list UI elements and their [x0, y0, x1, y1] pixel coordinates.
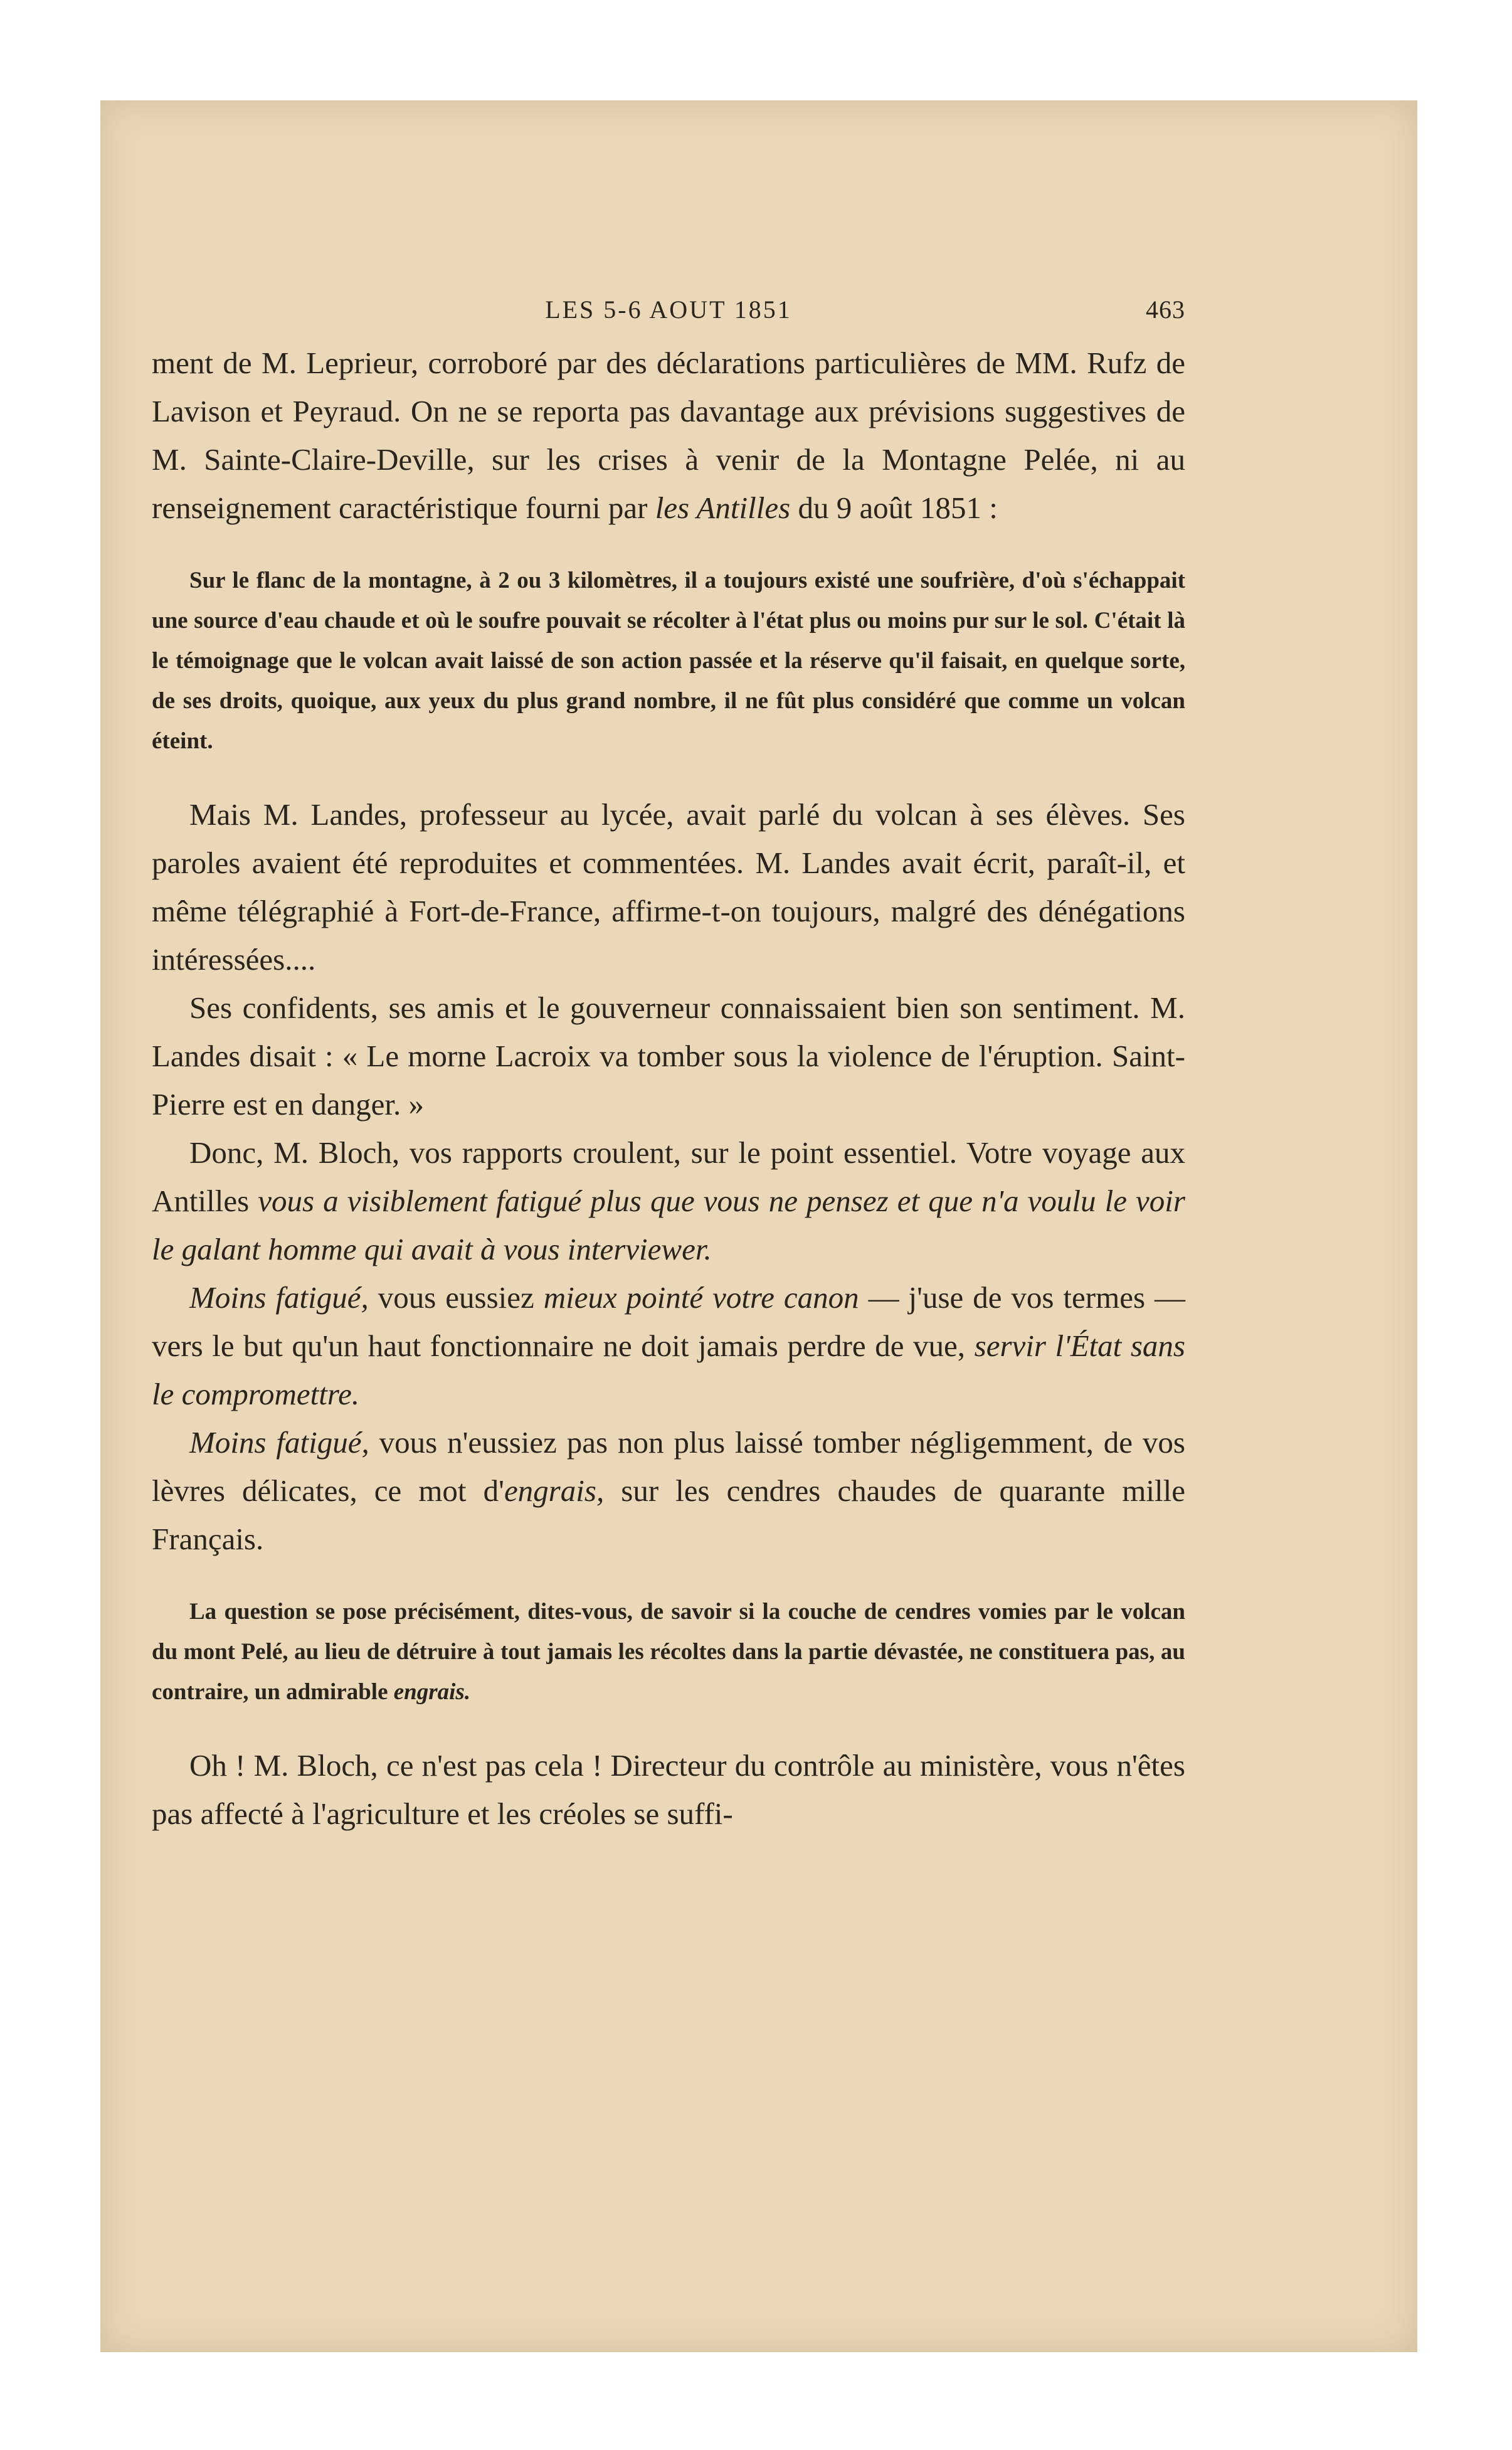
paragraph-1-text: ment de M. Leprieur, corroboré par des déclarations particulières de MM. Rufz de Lavison et Peyraud. On ne se reporta pas davantage aux prévisions suggestives de M. Sainte-Claire-Deville, sur les crises à venir de la Montagne Pelée, ni au renseignement caractéristique fourni par: [152, 346, 1185, 525]
paragraph-1: [152, 339, 1185, 532]
paragraph-5-text-1: vous eussiez: [368, 1280, 544, 1315]
paragraph-5-italic-start: Moins fatigué,: [189, 1280, 369, 1315]
paragraph-5: [152, 1273, 1185, 1418]
newspaper-title: les Antilles: [655, 491, 791, 525]
page-text: [152, 295, 1185, 1838]
block-quote-2-text: La question se pose précisément, dites-vous, de savoir si la couche de cendres vomies par le volcan du mont Pelé, au lieu de détruire à tout jamais les récoltes dans la partie dévastée, ne constituera pas, au contraire, un admirable: [152, 1599, 1185, 1705]
paragraph-5-italic-mid: mieux pointé votre canon: [543, 1280, 859, 1315]
paragraph-5-text-2: — j'use de vos termes — vers le but qu'un haut fonctionnaire ne doit jamais perdre de vue,: [152, 1280, 1185, 1363]
paragraph-4-text: Donc, M. Bloch, vos rapports croulent, sur le point essentiel. Votre voyage aux Antilles: [152, 1135, 1185, 1218]
block-quote-2: [152, 1592, 1185, 1712]
paragraph-1-end: du 9 août 1851 :: [790, 491, 998, 525]
block-quote-1: Sur le flanc de la montagne, à 2 ou 3 kilomètres, il a toujours existé une soufrière, d'où s'échappait une source d'eau chaude et où le soufre pouvait se récolter à l'état plus ou moins pur sur le sol. C'était là le témoignage que le volcan avait laissé de son action passée et la réserve qu'il faisait, en quelque sorte, de ses droits, quoique, aux yeux du plus grand nombre, il ne fût plus considéré que comme un volcan éteint.: [152, 568, 1185, 754]
paragraph-6-text-2: sur les cendres chaudes de quarante mille Français.: [152, 1473, 1185, 1556]
block-quote-2-italic: engrais.: [393, 1679, 471, 1705]
paragraph-7: Oh ! M. Bloch, ce n'est pas cela ! Directeur du contrôle au ministère, vous n'êtes pas affecté à l'agriculture et les créoles se suffi-: [152, 1748, 1185, 1831]
running-head: LES 5-6 AOUT 1851: [545, 295, 792, 324]
paragraph-6-italic-word: engrais,: [504, 1473, 605, 1508]
paragraph-3: Ses confidents, ses amis et le gouverneur connaissaient bien son sentiment. M. Landes disait : « Le morne Lacroix va tomber sous la violence de l'éruption. Saint-Pierre est en danger. »: [152, 990, 1185, 1122]
paragraph-4-italic: vous a visiblement fatigué plus que vous ne pensez et que n'a voulu le voir le galant homme qui avait à vous interviewer.: [152, 1184, 1185, 1266]
paragraph-6-text-1: vous n'eussiez pas non plus laissé tomber négligemment, de vos lèvres délicates, ce mot d': [152, 1425, 1186, 1508]
paragraph-2: Mais M. Landes, professeur au lycée, avait parlé du volcan à ses élèves. Ses paroles avaient été reproduites et commentées. M. Landes avait écrit, paraît-il, et même télégraphié à Fort-de-France, affirme-t-on toujours, malgré des dénégations intéressées....: [152, 797, 1185, 977]
paragraph-4: [152, 1128, 1185, 1273]
page-header: [152, 295, 1185, 339]
paragraph-6: [152, 1418, 1185, 1563]
page-number: 463: [1146, 295, 1185, 324]
paragraph-5-italic-end: servir l'État sans le compromettre.: [152, 1328, 1185, 1411]
paragraph-6-italic-start: Moins fatigué,: [189, 1425, 369, 1460]
